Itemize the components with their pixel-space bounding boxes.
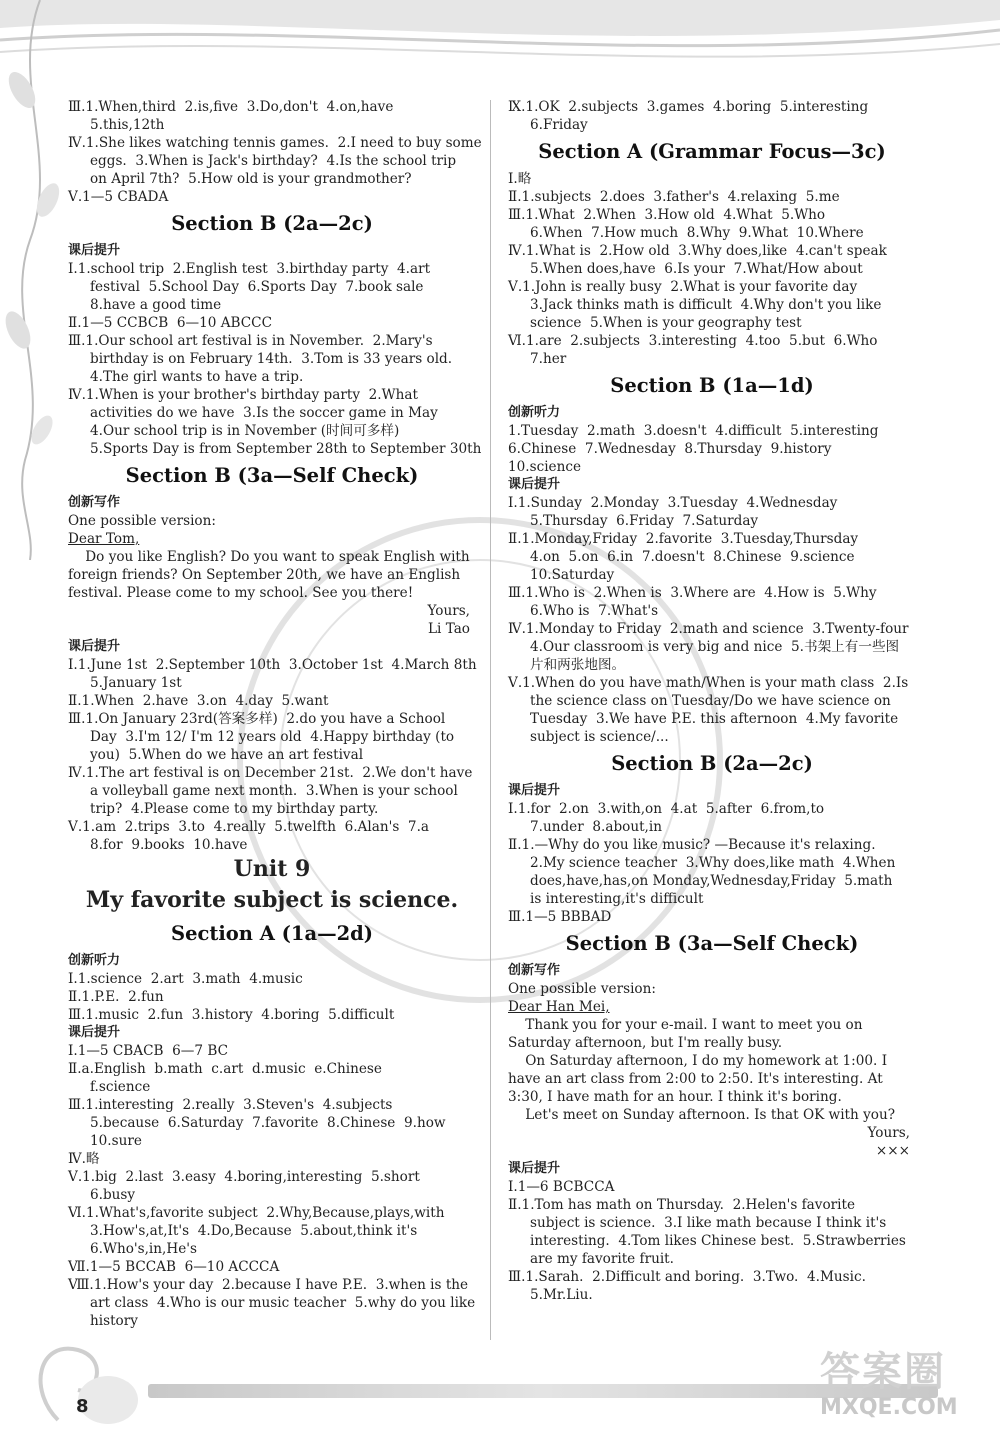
answer-line: 5.this,12th: [90, 117, 165, 133]
answer-line: 6.Who is 7.What's: [530, 603, 659, 619]
page-number: 8: [76, 1396, 89, 1417]
answer-line: Ⅲ.1.Sarah. 2.Difficult and boring. 3.Two. 4.Music.: [508, 1269, 866, 1285]
answer-line: Tuesday 3.We have P.E. this afternoon 4.My favorite: [530, 711, 899, 727]
answer-line: Saturday afternoon, but I'm really busy.: [508, 1035, 783, 1051]
answer-line: birthday is on February 14th. 3.Tom is 33 years old.: [90, 351, 453, 367]
answer-line: 5.Thursday 6.Friday 7.Saturday: [530, 513, 759, 529]
answer-line: Do you like English? Do you want to speak English with: [68, 549, 470, 565]
answer-line: 4.The girl wants to have a trip.: [90, 369, 304, 385]
answer-line: Ⅰ.1.for 2.on 3.with,on 4.at 5.after 6.from,to: [508, 801, 825, 817]
unit-title: My favorite subject is science.: [85, 887, 459, 913]
exercise-tag: 课后提升: [68, 1025, 121, 1040]
answer-line: 6.Friday: [530, 117, 588, 133]
answer-line: 5.Mr.Liu.: [530, 1287, 593, 1303]
answer-line: Ⅲ.1.What 2.When 3.How old 4.What 5.Who: [508, 207, 826, 223]
answer-line: Thank you for your e-mail. I want to meet you on: [508, 1017, 863, 1033]
answer-line: Ⅱ.1.Tom has math on Thursday. 2.Helen's favorite: [508, 1197, 855, 1213]
answer-line: you) 5.When do we have an art festival: [90, 747, 364, 763]
answer-line: trip? 4.Please come to my birthday party.: [90, 801, 379, 817]
answer-line: Dear Han Mei,: [508, 999, 610, 1015]
answer-line: art class 4.Who is our music teacher 5.why do you like: [90, 1295, 476, 1311]
answer-line: Ⅲ.1.Who is 2.When is 3.Where are 4.How is 5.Why: [508, 585, 877, 601]
answer-line: Ⅴ.1.big 2.last 3.easy 4.boring,interesting 5.short: [68, 1169, 420, 1185]
exercise-tag: 课后提升: [508, 477, 561, 492]
answer-line: 7.her: [530, 351, 567, 367]
header-decoration: [0, 0, 1000, 100]
answer-line: Dear Tom,: [68, 531, 140, 547]
answer-line: 1.Tuesday 2.math 3.doesn't 4.difficult 5.interesting: [508, 423, 879, 439]
answer-line: 10.science: [508, 459, 582, 475]
answer-line: 8.have a good time: [90, 297, 222, 313]
answer-line: Ⅰ.1—6 BCBCCA: [508, 1179, 615, 1195]
exercise-tag: 创新写作: [68, 495, 121, 510]
answer-line: science 5.When is your geography test: [530, 315, 802, 331]
answer-line: f.science: [90, 1079, 151, 1095]
answer-line: Let's meet on Sunday afternoon. Is that OK with you?: [508, 1107, 895, 1123]
exercise-tag: 课后提升: [508, 783, 561, 798]
answer-line: 8.for 9.books 10.have: [90, 837, 248, 853]
answer-line: Ⅷ.1.How's your day 2.because I have P.E. 3.when is the: [68, 1277, 469, 1293]
answer-line: a volleyball game next month. 3.When is your school: [90, 783, 458, 799]
vine-decoration: [0, 0, 70, 560]
answer-line: Ⅰ.略: [508, 171, 532, 187]
answer-line: have an art class from 2:00 to 2:50. It's interesting. At: [508, 1071, 883, 1087]
answer-line: 10.sure: [90, 1133, 142, 1149]
answer-line: Ⅰ.1.school trip 2.English test 3.birthday party 4.art: [68, 261, 431, 277]
answer-line: Ⅳ.1.She likes watching tennis games. 2.I need to buy some: [68, 135, 482, 151]
answer-line: Ⅳ.1.When is your brother's birthday party 2.What: [68, 387, 418, 403]
exercise-tag: 创新听力: [68, 953, 121, 968]
answer-line: Ⅰ.1.June 1st 2.September 10th 3.October 1st 4.March 8th: [68, 657, 477, 673]
exercise-tag: 课后提升: [68, 243, 121, 258]
answer-line: does,have,has,on Monday,Wednesday,Friday 5.math: [530, 873, 893, 889]
answer-line: 5.When does,have 6.Is your 7.What/How about: [530, 261, 863, 277]
answer-line: Ⅶ.1—5 BCCAB 6—10 ACCCA: [68, 1259, 280, 1275]
answer-line: Ⅱ.1.—Why do you like music? —Because it's relaxing.: [508, 837, 876, 853]
answer-line: 3.Jack thinks math is difficult 4.Why don't you like: [530, 297, 882, 313]
answer-line: Ⅱ.1.Monday,Friday 2.favorite 3.Tuesday,Thursday: [508, 531, 859, 547]
answer-line: 5.Sports Day is from September 28th to September 30th: [90, 441, 482, 457]
answer-line: 7.under 8.about,in: [530, 819, 662, 835]
answer-line: Day 3.I'm 12/ I'm 12 years old 4.Happy birthday (to: [90, 729, 455, 745]
answer-line: 6.busy: [90, 1187, 136, 1203]
section-heading: Section B (1a—1d): [610, 374, 814, 397]
answer-line: Ⅴ.1.John is really busy 2.What is your favorite day: [508, 279, 858, 295]
answer-line: interesting. 4.Tom likes Chinese best. 5.Strawberries: [530, 1233, 906, 1249]
letter-signoff: ×××: [875, 1143, 910, 1159]
watermark-cn: 答案圈: [820, 1349, 946, 1395]
letter-signoff: Li Tao: [428, 621, 470, 637]
answer-line: Ⅱ.1.When 2.have 3.on 4.day 5.want: [68, 693, 329, 709]
answer-line: Ⅲ.1.music 2.fun 3.history 4.boring 5.difficult: [68, 1007, 395, 1023]
answer-line: 6.Chinese 7.Wednesday 8.Thursday 9.history: [508, 441, 832, 457]
answer-line: Ⅱ.1—5 CCBCB 6—10 ABCCC: [68, 315, 272, 331]
exercise-tag: 创新写作: [508, 963, 561, 978]
answer-line: Ⅳ.1.Monday to Friday 2.math and science 3.Twenty-four: [508, 621, 909, 637]
answer-line: 片和两张地图。: [530, 657, 626, 673]
section-heading: Section A (Grammar Focus—3c): [538, 140, 886, 163]
left-column: [68, 98, 482, 1330]
answer-line: eggs. 3.When is Jack's birthday? 4.Is the school trip: [90, 153, 457, 169]
answer-line: 6.When 7.How much 8.Why 9.What 10.Where: [530, 225, 864, 241]
section-heading: Section B (2a—2c): [611, 752, 813, 775]
answer-line: 3:30, I have math for an hour. I think it's boring.: [508, 1089, 842, 1105]
answer-line: On Saturday afternoon, I do my homework at 1:00. I: [508, 1053, 888, 1069]
answer-line: history: [90, 1313, 138, 1329]
answer-line: Ⅳ.1.The art festival is on December 21st. 2.We don't have: [68, 765, 473, 781]
section-heading: Section A (1a—2d): [170, 922, 374, 945]
answer-line: Ⅱ.1.P.E. 2.fun: [68, 989, 164, 1005]
answer-line: One possible version:: [508, 981, 656, 997]
section-heading: Section B (3a—Self Check): [565, 932, 859, 955]
answer-line: subject is science. 3.I like math because I think it's: [530, 1215, 887, 1231]
answer-line: Ⅴ.1.When do you have math/When is your math class 2.Is: [508, 675, 909, 691]
watermark-en: MXQE.COM: [820, 1395, 958, 1420]
answer-line: 2.My science teacher 3.Why does,like math 4.When: [530, 855, 896, 871]
letter-signoff: Yours,: [867, 1125, 910, 1141]
answer-line: festival. Please come to my school. See you there!: [68, 585, 414, 601]
answer-line: Ⅲ.1.Our school art festival is in November. 2.Mary's: [68, 333, 433, 349]
answer-line: Ⅵ.1.What's,favorite subject 2.Why,Because,plays,with: [68, 1205, 445, 1221]
answer-line: Ⅴ.1.am 2.trips 3.to 4.really 5.twelfth 6.Alan's 7.a: [68, 819, 430, 835]
site-watermark: [820, 1350, 995, 1428]
answer-line: festival 5.School Day 6.Sports Day 7.book sale: [90, 279, 424, 295]
answer-line: Ⅸ.1.OK 2.subjects 3.games 4.boring 5.interesting: [508, 99, 869, 115]
exercise-tag: 创新听力: [508, 405, 561, 420]
answer-line: are my favorite fruit.: [530, 1251, 674, 1267]
answer-line: 4.on 5.on 6.in 7.doesn't 8.Chinese 9.science: [530, 549, 855, 565]
answer-line: Ⅴ.1—5 CBADA: [68, 189, 169, 205]
answer-line: One possible version:: [68, 513, 216, 529]
answer-line: Ⅲ.1.On January 23rd(答案多样) 2.do you have a School: [68, 711, 446, 727]
exercise-tag: 课后提升: [508, 1161, 561, 1176]
answer-line: 4.Our classroom is very big and nice 5.书架上有一些图: [530, 639, 900, 655]
answer-line: the science class on Tuesday/Do we have science on: [530, 693, 891, 709]
answer-line: is interesting,it's difficult: [530, 891, 704, 907]
unit-title: Unit 9: [233, 856, 311, 882]
exercise-tag: 课后提升: [68, 639, 121, 654]
answer-line: Ⅲ.1—5 BBBAD: [508, 909, 612, 925]
section-heading: Section B (2a—2c): [171, 212, 373, 235]
answer-line: 3.How's,at,It's 4.Do,Because 5.about,think it's: [90, 1223, 418, 1239]
answer-line: 4.Our school trip is in November (时间可多样): [90, 423, 400, 439]
answer-line: Ⅰ.1.Sunday 2.Monday 3.Tuesday 4.Wednesday: [508, 495, 838, 511]
answer-line: Ⅳ.略: [68, 1151, 100, 1167]
answer-line: 6.Who's,in,He's: [90, 1241, 197, 1257]
column-divider: [490, 100, 491, 1340]
answer-line: Ⅵ.1.are 2.subjects 3.interesting 4.too 5.but 6.Who: [508, 333, 878, 349]
answer-line: Ⅲ.1.interesting 2.really 3.Steven's 4.subjects: [68, 1097, 393, 1113]
answer-line: Ⅱ.1.subjects 2.does 3.father's 4.relaxing 5.me: [508, 189, 840, 205]
answer-line: activities do we have 3.Is the soccer game in May: [90, 405, 438, 421]
letter-signoff: Yours,: [427, 603, 470, 619]
right-column: [508, 98, 916, 1304]
answer-line: on April 7th? 5.How old is your grandmother?: [90, 171, 412, 187]
section-heading: Section B (3a—Self Check): [125, 464, 419, 487]
answer-line: Ⅳ.1.What is 2.How old 3.Why does,like 4.can't speak: [508, 243, 887, 259]
answer-line: 5.because 6.Saturday 7.favorite 8.Chinese 9.how: [90, 1115, 446, 1131]
answer-line: 10.Saturday: [530, 567, 615, 583]
answer-line: foreign friends? On September 20th, we have an English: [68, 567, 461, 583]
answer-line: Ⅱ.a.English b.math c.art d.music e.Chinese: [68, 1061, 382, 1077]
answer-line: subject is science/...: [530, 729, 669, 745]
answer-line: 5.January 1st: [90, 675, 182, 691]
answer-line: Ⅲ.1.When,third 2.is,five 3.Do,don't 4.on,have: [68, 99, 394, 115]
answer-line: Ⅰ.1.science 2.art 3.math 4.music: [68, 971, 303, 987]
answer-line: Ⅰ.1—5 CBACB 6—7 BC: [68, 1043, 228, 1059]
